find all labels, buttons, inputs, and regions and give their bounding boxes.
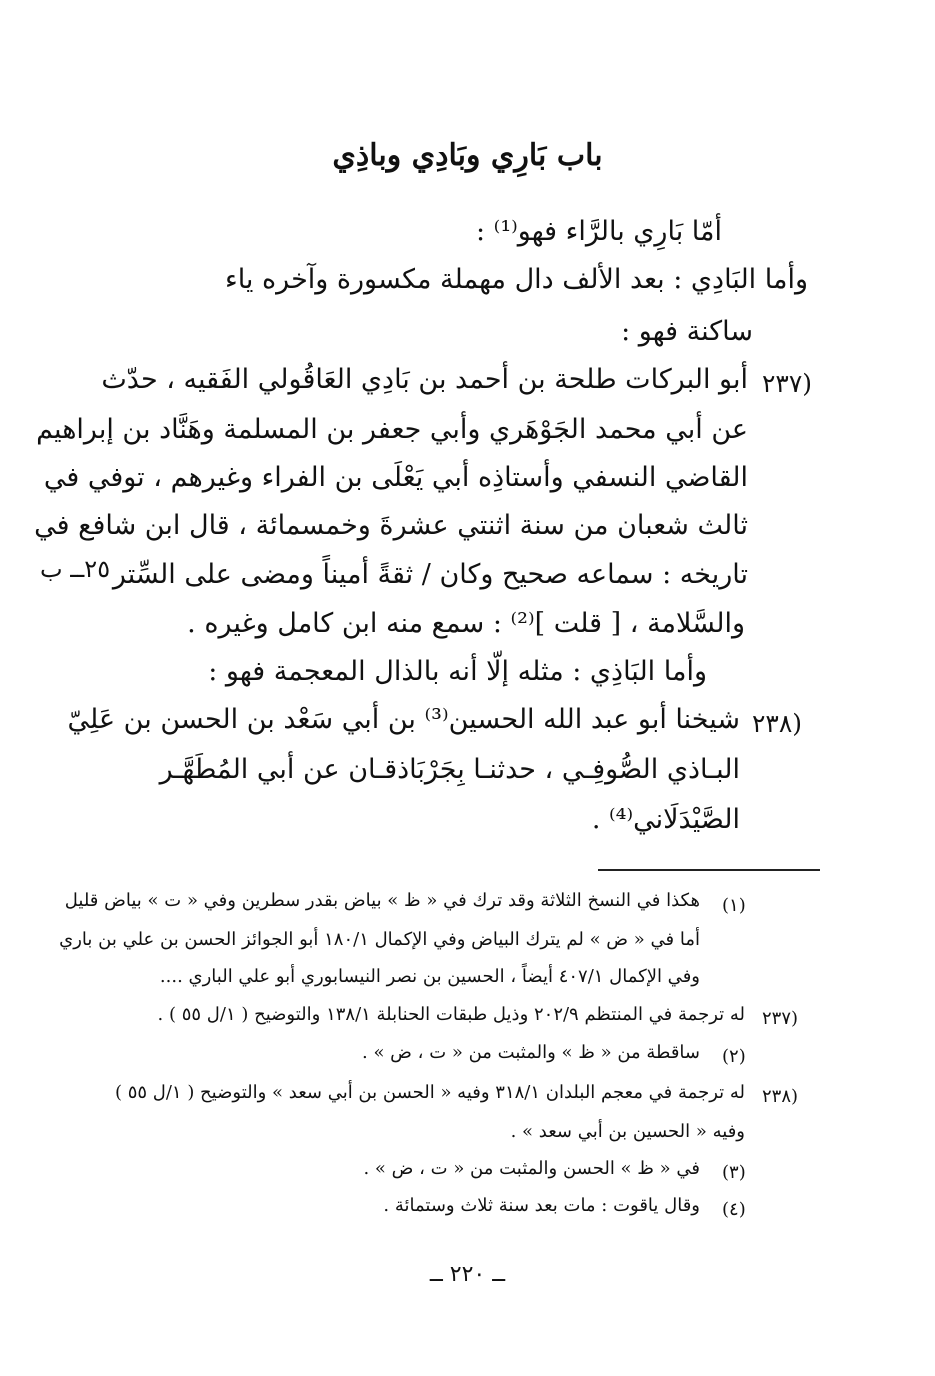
footnote-4-line-1: وقال ياقوت : مات بعد سنة ثلاث وستمائة .	[383, 1195, 700, 1216]
footnote-1-line-2: أما في « ض » لم يترك البياض وفي الإكمال ١٨٠/١ أبو الجوائز الحسن بن علي بن باري	[59, 929, 700, 950]
footnote-number-237: (٢٣٧	[762, 1008, 799, 1029]
text-line-4: أبو البركات طلحة بن أحمد بن بَادِي العَاقُولي الفَقيه ، حدّث	[101, 364, 748, 395]
footnote-238-line-1: له ترجمة في معجم البلدان ٣١٨/١ وفيه « الحسن بن أبي سعد » والتوضيح ( ١/ل ٥٥ )	[114, 1082, 745, 1103]
text-line-5: عن أبي محمد الجَوْهَري وأبي جعفر بن المسلمة وهَنَّاد بن إبراهيم	[36, 414, 748, 445]
entry-number-237: (٢٣٧	[762, 369, 813, 398]
manuscript-folio-ref: ٢٥ــ ب	[40, 555, 111, 583]
footnote-3-line-1: في « ظ » الحسن والمثبت من « ت ، ض » .	[363, 1158, 700, 1179]
text-line-3: ساكنة فهو :	[621, 316, 753, 347]
footnote-2-line-1: ساقطة من « ظ » والمثبت من « ت ، ض » .	[362, 1042, 700, 1063]
footnote-238-line-2: وفيه « الحسين بن أبي سعد » .	[510, 1121, 745, 1142]
page-number: ــ ٢٢٠ ــ	[429, 1262, 506, 1287]
footnote-1-line-3: وفي الإكمال ٤٠٧/١ أيضاً ، الحسين بن نصر النيسابوري أبو علي الباري ....	[159, 966, 700, 987]
text-line-12: البـاذي الصُّوفِـي ، حدثنـا بِجَرْبَاذقـان عن أبي المُطَهَّـر	[159, 754, 740, 785]
text-line-9: والسَّلامة ، [ قلت ]⁽²⁾ : سمع منه ابن كامل وغيره .	[187, 608, 745, 639]
footnote-237-line-1: له ترجمة في المنتظم ٢٠٢/٩ وذيل طبقات الحنابلة ١٣٨/١ والتوضيح ( ١/ل ٥٥ ) .	[157, 1004, 745, 1025]
footnote-number-3: (٣)	[722, 1162, 746, 1183]
text-line-10: وأما البَاذِي : مثله إلّا أنه بالذال المعجمة فهو :	[208, 656, 707, 687]
text-line-11: شيخنا أبو عبد الله الحسين⁽³⁾ بن أبي سَعْد بن الحسن بن عَلِيّ	[67, 704, 740, 735]
footnote-number-238: (٢٣٨	[762, 1086, 799, 1107]
text-line-7: ثالث شعبان من سنة اثنتي عشرةَ وخمسمائة ، قال ابن شافع في	[34, 510, 748, 541]
footnote-number-1: (١)	[722, 895, 746, 916]
footnote-number-4: (٤)	[722, 1199, 746, 1220]
text-line-6: القاضي النسفي وأستاذِه أبي يَعْلَى بن الفراء وغيرهم ، توفي في	[43, 462, 748, 493]
footnote-1-line-1: هكذا في النسخ الثلاثة وقد ترك في « ظ » بياض بقدر سطرين وفي « ت » بياض قليل	[64, 890, 700, 911]
footnote-number-2: (٢)	[722, 1046, 746, 1067]
text-line-13: الصَّيْدَلَاني⁽⁴⁾ .	[591, 804, 740, 835]
footnote-separator	[598, 869, 820, 871]
text-line-8: تاريخه : سماعه صحيح وكان / ثقةً أميناً ومضى على السِّتر	[112, 559, 748, 590]
entry-number-238: (٢٣٨	[752, 709, 803, 738]
text-line-2: وأما البَادِي : بعد الألف دال مهملة مكسورة وآخره ياء	[225, 264, 808, 295]
text-line-1: أمّا بَارِي بالرَّاء فهو⁽¹⁾ :	[476, 216, 722, 247]
page-title: باب بَارِي وبَادِي وباذِي	[332, 138, 603, 173]
